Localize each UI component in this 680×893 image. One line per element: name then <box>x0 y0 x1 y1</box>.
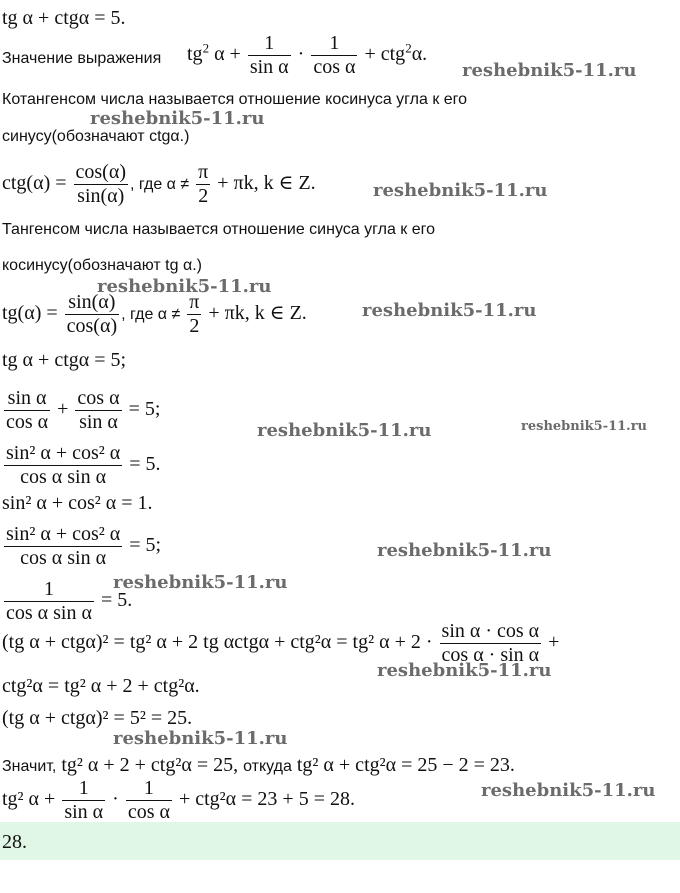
ctg-definition-line1: Котангенсом числа называется отношение косинуса угла к его <box>2 91 468 108</box>
fraction: $\frac{1}{\text{sin α}}$ <box>249 32 289 78</box>
solution-line1: tg α + ctgα = 5; <box>2 349 127 371</box>
combined-fraction-2: $\frac{\text{sin² α + cos² α}}{\text{cos α sin α}}$ = 5; <box>6 523 162 569</box>
fraction: $\frac{\text{sin α · cos α}}{\text{cos α · sin α}}$ <box>441 620 540 666</box>
fraction: $\frac{\text{sin² α + cos² α}}{\text{cos α sin α}}$ <box>6 442 121 484</box>
fraction-sum: $\frac{\text{sin α}}{\text{cos α}}$ + $\frac{\text{cos α}}{\text{sin α}}$ = 5; <box>6 387 161 433</box>
watermark: reshebnik5-11.ru <box>462 60 637 81</box>
fraction: $\frac{\text{sin α}}{\text{cos α}}$ <box>6 387 49 433</box>
fraction: $\frac{\cos(\alpha)}{\sin(\alpha)}$ <box>75 161 126 207</box>
watermark: reshebnik5-11.ru <box>113 572 288 593</box>
fraction: $\frac{\text{cos α}}{\text{sin α}}$ <box>77 387 120 433</box>
watermark: reshebnik5-11.ru <box>373 180 548 201</box>
identity: sin² α + cos² α = 1. <box>2 492 153 514</box>
reciprocal-fraction: $\frac{1}{\text{cos α sin α}}$ = 5. <box>2 578 132 620</box>
watermark: reshebnik5-11.ru <box>481 780 656 801</box>
fraction: $\frac{\pi}{2}$ <box>189 291 200 337</box>
answer: 28. <box>2 831 27 853</box>
combined-fraction-1: $\frac{\text{sin² α + cos² α}}{\text{cos α sin α}}$ = 5. <box>2 442 161 484</box>
ctg-definition-line2: синусу(обозначают ctgα.) <box>2 128 190 145</box>
given-equation: tg α + ctgα = 5. <box>2 7 126 29</box>
final-computation: tg² α + $\frac{1}{\text{sin α}}$ · $\frac{1}{\text{cos α}}$ + ctg²α = 23 + 5 = 28. <box>2 777 355 822</box>
watermark: reshebnik5-11.ru <box>257 420 432 441</box>
watermark: reshebnik5-11.ru <box>377 540 552 561</box>
fraction: $\frac{1}{\text{cos α sin α}}$ <box>6 578 92 620</box>
fraction: $\frac{\pi}{2}$ <box>198 161 209 207</box>
watermark: reshebnik5-11.ru <box>90 108 265 129</box>
square-result: (tg α + ctgα)² = 5² = 25. <box>2 707 193 729</box>
ctg-formula: ctg(α) = $\frac{\cos(\alpha)}{\sin(\alpha)}$ , где α ≠ $\frac{\pi}{2}$ + πk, k ∈ Z. <box>2 161 316 207</box>
fraction: $\frac{\text{sin² α + cos² α}}{\text{cos α sin α}}$ <box>6 523 121 569</box>
fraction: $\frac{1}{\text{cos α}}$ <box>127 777 170 822</box>
watermark: reshebnik5-11.ru <box>377 660 552 681</box>
square-expansion-cont: ctg²α = tg² α + 2 + ctg²α. <box>2 675 200 697</box>
tg-definition-line1: Тангенсом числа называется отношение синуса угла к его <box>2 221 436 238</box>
therefore-line: Значит, tg² α + 2 + ctg²α = 25, откуда tg² α + ctg²α = 25 − 2 = 23. <box>2 754 515 776</box>
answer-bar <box>0 822 680 860</box>
watermark: reshebnik5-11.ru <box>362 300 537 321</box>
fraction: $\frac{1}{\text{cos α}}$ <box>313 32 356 78</box>
square-expansion: (tg α + ctgα)² = tg² α + 2 tg αctgα + ctg²α = tg² α + 2 · $\frac{\text{sin α · cos α}}{\text{cos α · sin α}}$ + <box>2 620 560 666</box>
expression-label: Значение выражения <box>2 50 162 67</box>
expression-formula: $tg^2$ α + $\frac{1}{\text{sin α}}$ · $\frac{1}{\text{cos α}}$ + ctg$^2$α. <box>187 32 428 78</box>
watermark: reshebnik5-11.ru <box>113 728 288 749</box>
fraction: $\frac{1}{\text{sin α}}$ <box>64 777 104 822</box>
fraction: $\frac{\sin(\alpha)}{\cos(\alpha)}$ <box>66 291 118 337</box>
tg-formula: tg(α) = $\frac{\sin(\alpha)}{\cos(\alpha)}$ , где α ≠ $\frac{\pi}{2}$ + πk, k ∈ Z. <box>2 291 307 337</box>
watermark: reshebnik5-11.ru <box>521 419 648 434</box>
tg-definition-line2: косинусу(обозначают tg α.) <box>2 257 202 274</box>
watermark: reshebnik5-11.ru <box>97 276 272 297</box>
